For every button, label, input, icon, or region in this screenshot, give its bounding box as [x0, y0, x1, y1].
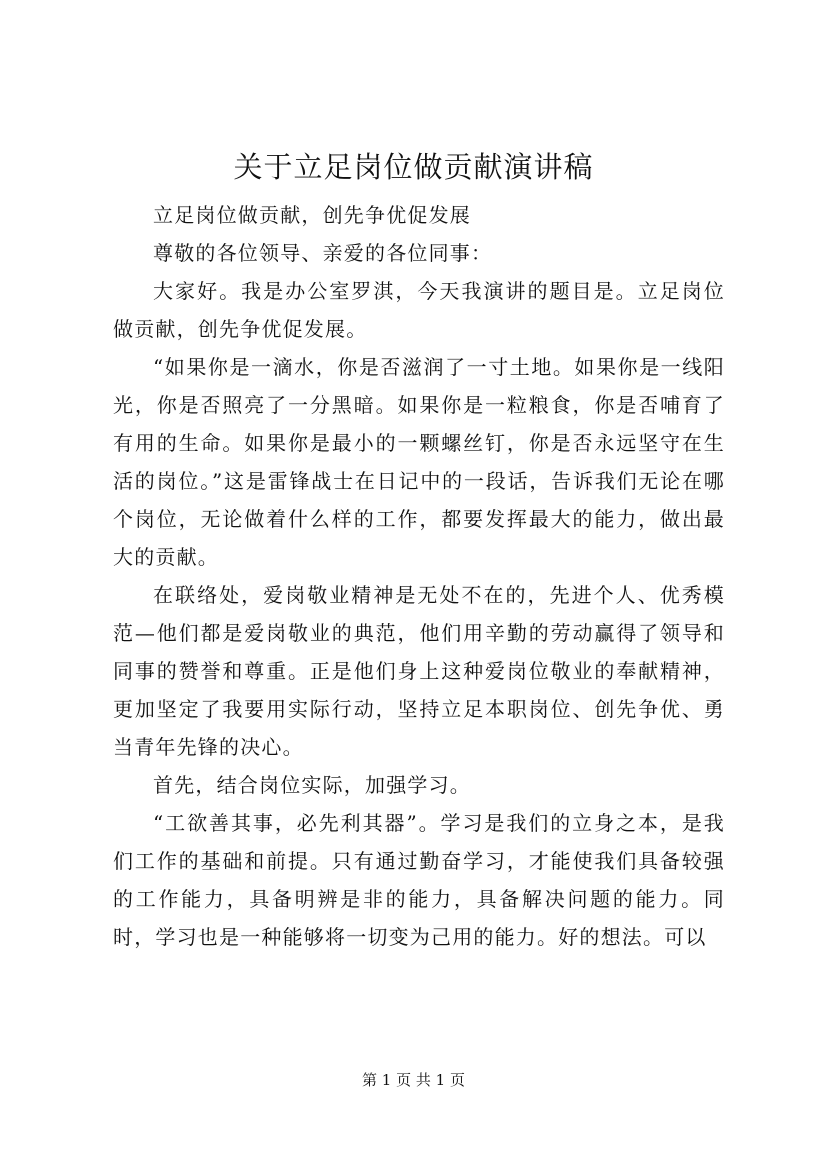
page-footer: 第 1 页 共 1 页 — [362, 1071, 465, 1089]
greeting-paragraph: 大家好。我是办公室罗淇，今天我演讲的题目是。立足岗位做贡献，创先争优促发展。 — [113, 279, 725, 341]
subtitle-paragraph: 立足岗位做贡献，创先争优促发展 — [153, 203, 471, 227]
salutation-paragraph: 尊敬的各位领导、亲爱的各位同事： — [153, 241, 493, 265]
document-body — [113, 196, 725, 956]
first-point-paragraph: 首先，结合岗位实际，加强学习。 — [153, 773, 471, 797]
document-title: 关于立足岗位做贡献演讲稿 — [233, 150, 594, 184]
study-paragraph: “工欲善其事，必先利其器”。学习是我们的立身之本，是我们工作的基础和前提。只有通过勤奋学习，才能使我们具备较强的工作能力，具备明辨是非的能力，具备解决问题的能力。同时，学习也是一种能够将一切变为己用的能力。好的想法。可以 — [113, 811, 725, 949]
quote-paragraph: “如果你是一滴水，你是否滋润了一寸土地。如果你是一线阳光，你是否照亮了一分黑暗。如果你是一粒粮食，你是否哺育了有用的生命。如果你是最小的一颗螺丝钉，你是否永远坚守在生活的岗位。”这是雷锋战士在日记中的一段话，告诉我们无论在哪个岗位，无论做着什么样的工作，都要发挥最大的能力，做出最大的贡献。 — [113, 355, 725, 569]
liaison-paragraph: 在联络处，爱岗敬业精神是无处不在的，先进个人、优秀模范—他们都是爱岗敬业的典范，他们用辛勤的劳动赢得了领导和同事的赞誉和尊重。正是他们身上这种爱岗位敬业的奉献精神，更加坚定了我要用实际行动，坚持立足本职岗位、创先争优、勇当青年先锋的决心。 — [113, 583, 725, 759]
